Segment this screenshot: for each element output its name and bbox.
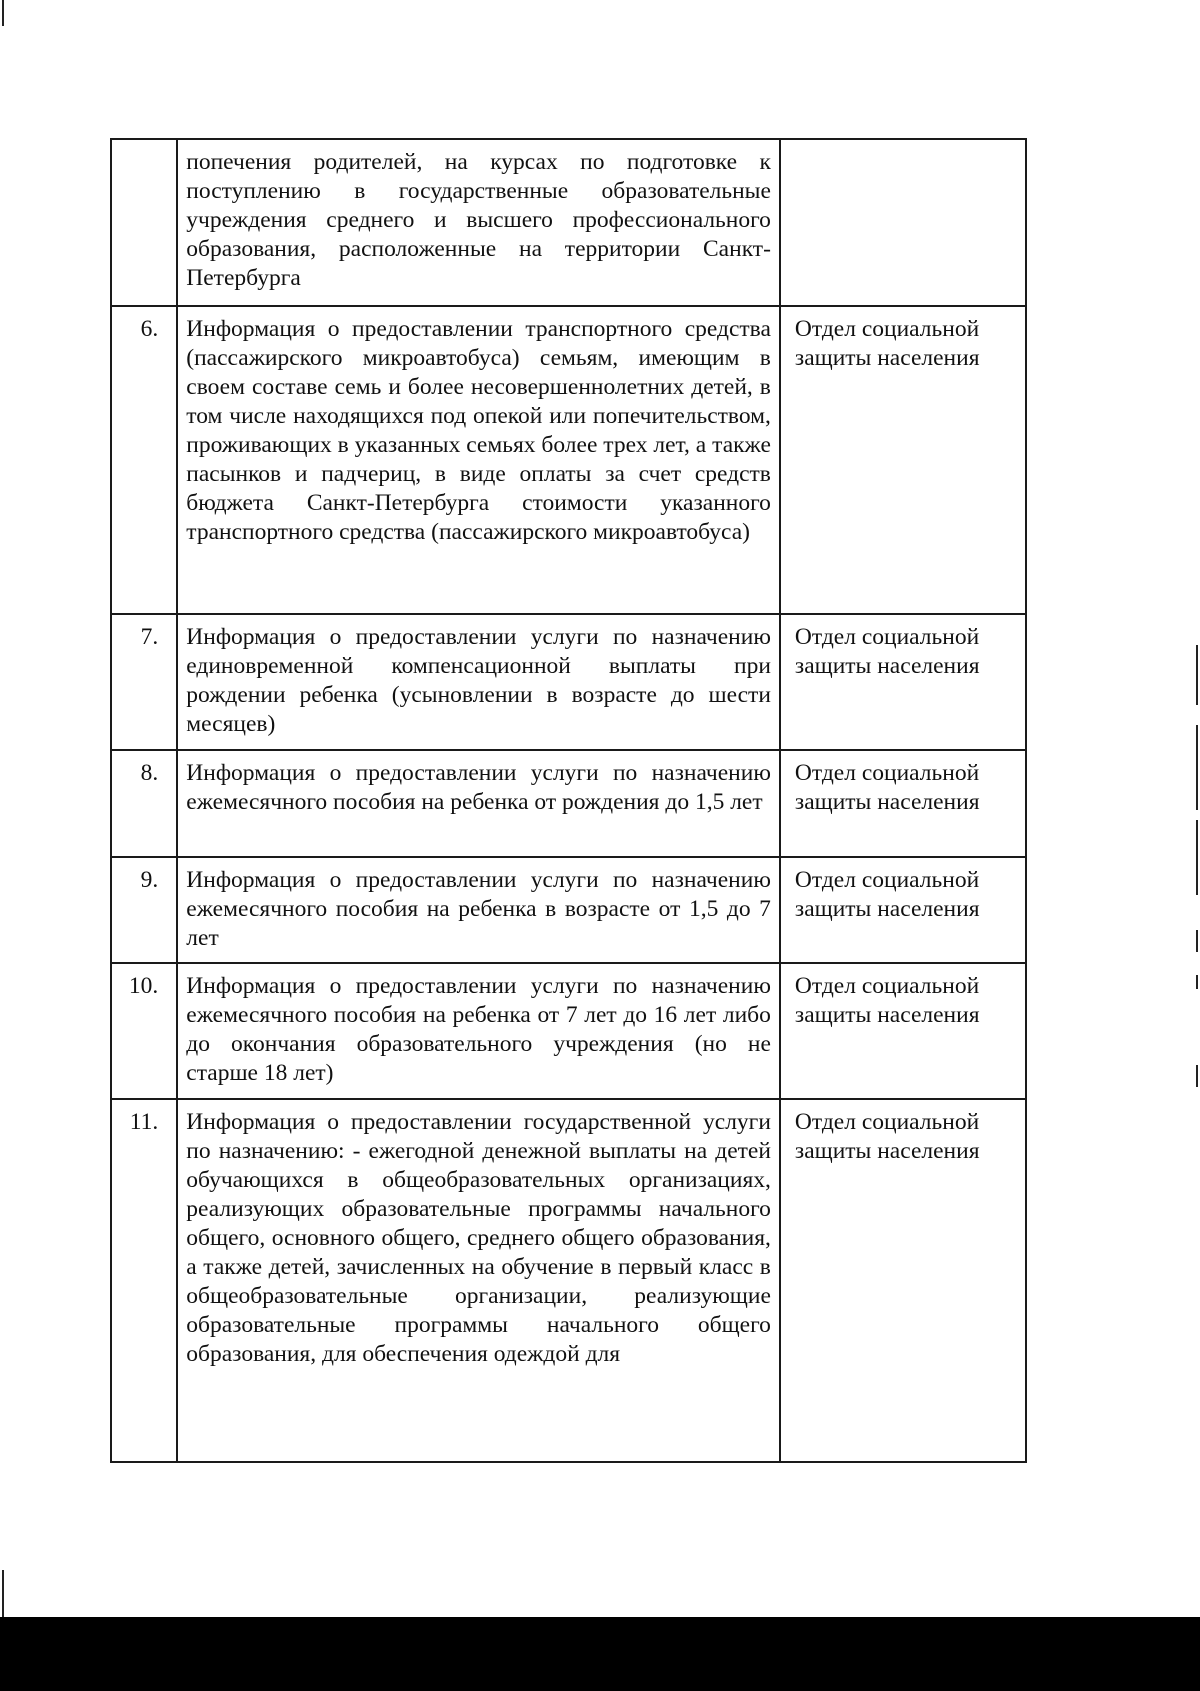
table-row: [111, 139, 1026, 306]
row-description: Информация о предоставлении услуги по назначению ежемесячного пособия на ребенка от 7 лет до 16 лет либо до окончания образовательного учреждения (но не старше 18 лет): [177, 963, 780, 1099]
scan-artifact-mark: [1196, 645, 1198, 705]
scan-artifact-mark: [1196, 820, 1198, 895]
table-row: [111, 306, 1026, 614]
row-description: Информация о предоставлении государственной услуги по назначению: - ежегодной денежной выплаты на детей обучающихся в общеобразовательных организациях, реализующих образовательные программы начального общего, основного общего, среднего общего образования, а также детей, зачисленных на обучение в первый класс в общеобразовательные организации, реализующие образовательные программы начального общего образования, для обеспечения одеждой для: [177, 1099, 780, 1462]
row-number: 10.: [111, 963, 177, 1099]
row-department: Отдел социальной защиты населения: [780, 1099, 1026, 1462]
row-department: Отдел социальной защиты населения: [780, 306, 1026, 614]
row-description: Информация о предоставлении услуги по назначению ежемесячного пособия на ребенка в возрасте от 1,5 до 7 лет: [177, 857, 780, 963]
row-department: Отдел социальной защиты населения: [780, 857, 1026, 963]
scan-artifact-mark: [1196, 1065, 1198, 1087]
row-number: [111, 139, 177, 306]
scan-artifact-mark: [1196, 930, 1198, 952]
row-number: 8.: [111, 750, 177, 857]
table-row: [111, 1099, 1026, 1462]
row-department: Отдел социальной защиты населения: [780, 614, 1026, 750]
scan-artifact-mark: [2, 1570, 4, 1620]
row-department: [780, 139, 1026, 306]
row-description: Информация о предоставлении транспортного средства (пассажирского микроавтобуса) семьям, имеющим в своем составе семь и более несовершеннолетних детей, в том числе находящихся под опекой или попечительством, проживающих в указанных семьях более трех лет, а также пасынков и падчериц, в виде оплаты за счет средств бюджета Санкт-Петербурга стоимости указанного транспортного средства (пассажирского микроавтобуса): [177, 306, 780, 614]
row-number: 11.: [111, 1099, 177, 1462]
row-number: 7.: [111, 614, 177, 750]
table-row: [111, 750, 1026, 857]
row-description: Информация о предоставлении услуги по назначению единовременной компенсационной выплаты при рождении ребенка (усыновлении в возрасте до шести месяцев): [177, 614, 780, 750]
row-department: Отдел социальной защиты населения: [780, 963, 1026, 1099]
table-row: [111, 614, 1026, 750]
row-description: Информация о предоставлении услуги по назначению ежемесячного пособия на ребенка от рождения до 1,5 лет: [177, 750, 780, 857]
scan-footer-bar: [0, 1617, 1200, 1691]
row-number: 6.: [111, 306, 177, 614]
table-row: [111, 963, 1026, 1099]
scan-artifact-mark: [2, 0, 4, 26]
scan-artifact-mark: [1196, 725, 1198, 810]
scan-artifact-mark: [1196, 975, 1198, 989]
services-table: [110, 138, 1027, 1463]
row-description: попечения родителей, на курсах по подготовке к поступлению в государственные образовательные учреждения среднего и высшего профессионального образования, расположенные на территории Санкт-Петербурга: [177, 139, 780, 306]
table-row: [111, 857, 1026, 963]
row-department: Отдел социальной защиты населения: [780, 750, 1026, 857]
row-number: 9.: [111, 857, 177, 963]
